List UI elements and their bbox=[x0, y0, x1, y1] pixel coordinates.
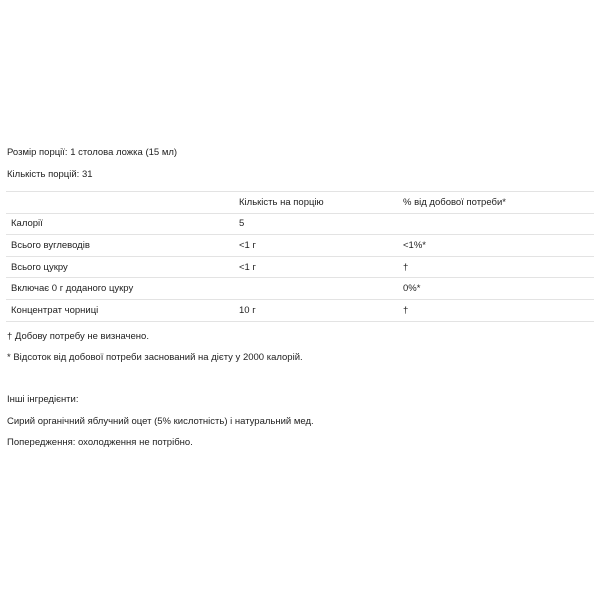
header-nutrient bbox=[6, 192, 234, 214]
header-daily-value: % від добової потреби* bbox=[398, 192, 594, 214]
header-amount-per-serving: Кількість на порцію bbox=[234, 192, 398, 214]
other-ingredients-heading: Інші інгредієнти: bbox=[7, 394, 79, 405]
nutrient-amount bbox=[234, 278, 398, 300]
nutrient-daily-value: † bbox=[398, 299, 594, 321]
nutrient-name: Всього вуглеводів bbox=[6, 235, 234, 257]
nutrient-amount: 10 г bbox=[234, 299, 398, 321]
table-row bbox=[6, 213, 594, 235]
servings-count: Кількість порцій: 31 bbox=[7, 169, 93, 180]
nutrient-name: Всього цукру bbox=[6, 256, 234, 278]
nutrient-amount: 5 bbox=[234, 213, 398, 235]
serving-size: Розмір порції: 1 столова ложка (15 мл) bbox=[7, 147, 178, 158]
other-ingredients-text: Сирий органічний яблучний оцет (5% кислотність) і натуральний мед. bbox=[7, 416, 314, 427]
footnote-daily-value-basis: * Відсоток від добової потреби заснований на дієту у 2000 калорій. bbox=[7, 352, 303, 363]
table-row bbox=[6, 278, 594, 300]
footnote-daily-value-not-established: † Добову потребу не визначено. bbox=[7, 331, 149, 342]
nutrient-daily-value: 0%* bbox=[398, 278, 594, 300]
nutrient-daily-value bbox=[398, 213, 594, 235]
table-row bbox=[6, 256, 594, 278]
nutrient-amount: <1 г bbox=[234, 256, 398, 278]
nutrient-amount: <1 г bbox=[234, 235, 398, 257]
nutrition-facts-table bbox=[6, 191, 594, 322]
nutrient-name: Калорії bbox=[6, 213, 234, 235]
table-row bbox=[6, 235, 594, 257]
nutrient-daily-value: <1%* bbox=[398, 235, 594, 257]
nutrient-daily-value: † bbox=[398, 256, 594, 278]
table-header-row bbox=[6, 192, 594, 214]
nutrient-name: Концентрат чорниці bbox=[6, 299, 234, 321]
warning-text: Попередження: охолодження не потрібно. bbox=[7, 437, 193, 448]
nutrient-name: Включає 0 г доданого цукру bbox=[6, 278, 234, 300]
table-row bbox=[6, 299, 594, 321]
